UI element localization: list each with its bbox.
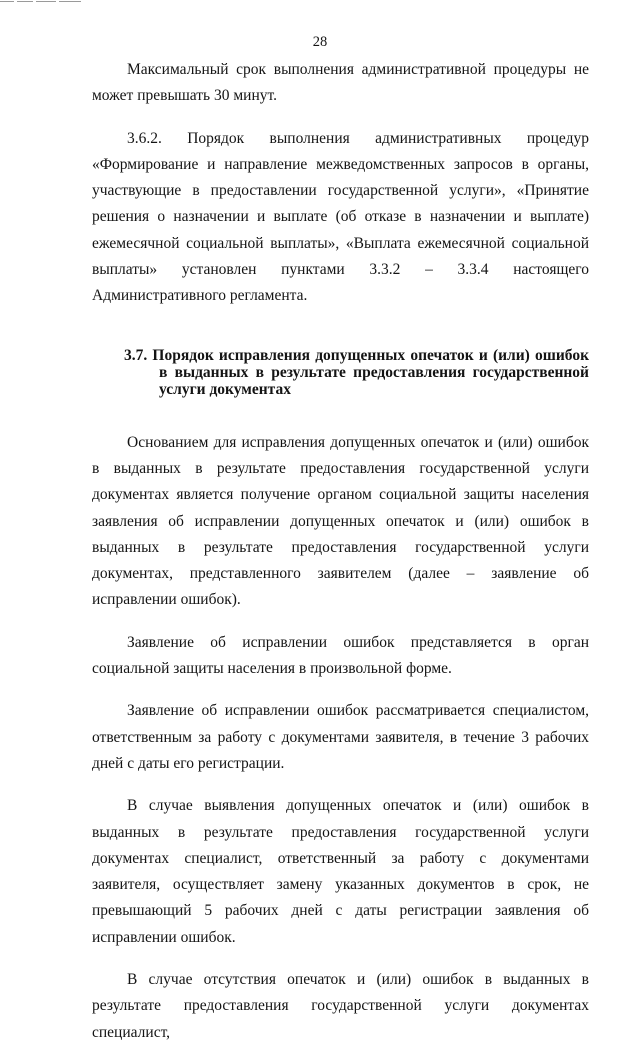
document-body [92,57,589,1046]
page-number: 28 [312,34,328,50]
section-heading-line: в выданных в результате предоставления государственной [159,363,589,381]
paragraph: В случае отсутствия опечаток и (или) ошибок в выданных в результате предоставления государственной услуги документах специалист, [92,971,589,1041]
section-heading-line: услуги документах [159,380,291,398]
paragraph: Максимальный срок выполнения административной процедуры не может превышать 30 минут. [92,61,589,105]
paragraph: Заявление об исправлении ошибок рассматривается специалистом, ответственным за работу с документами заявителя, в течение 3 рабочих дней с даты его регистрации. [92,702,589,772]
section-heading [92,347,589,398]
scan-mark [0,1,81,2]
paragraph: Основанием для исправления допущенных опечаток и (или) ошибок в выданных в результате предоставления государственной услуги документах является получение органом социальной защиты населения заявления об исправлении допущенных опечаток и (или) ошибок в выданных в результате предоставления государственной услуги документах, представленного заявителем (далее – заявление об исправлении ошибок). [92,433,589,609]
paragraph: 3.6.2. Порядок выполнения административных процедур «Формирование и направление межведомственных запросов в органы, участвующие в предоставлении государственной услуги», «Принятие решения о назначении и выплате (об отказе в назначении и выплате) ежемесячной социальной выплаты», «Выплата ежемесячной социальной выплаты» установлен пунктами 3.3.2 – 3.3.4 настоящего Административного регламента. [92,129,589,305]
paragraph: Заявление об исправлении ошибок представляется в орган социальной защиты населения в произвольной форме. [92,633,589,678]
paragraph: В случае выявления допущенных опечаток и (или) ошибок в выданных в результате предоставления государственной услуги документах специалист, ответственный за работу с документами заявителя, осуществляет замену указанных документов в срок, не превышающий 5 рабочих дней с даты регистрации заявления об исправлении ошибок. [92,797,589,946]
section-heading-line: 3.7. Порядок исправления допущенных опечаток и (или) ошибок [124,346,589,364]
